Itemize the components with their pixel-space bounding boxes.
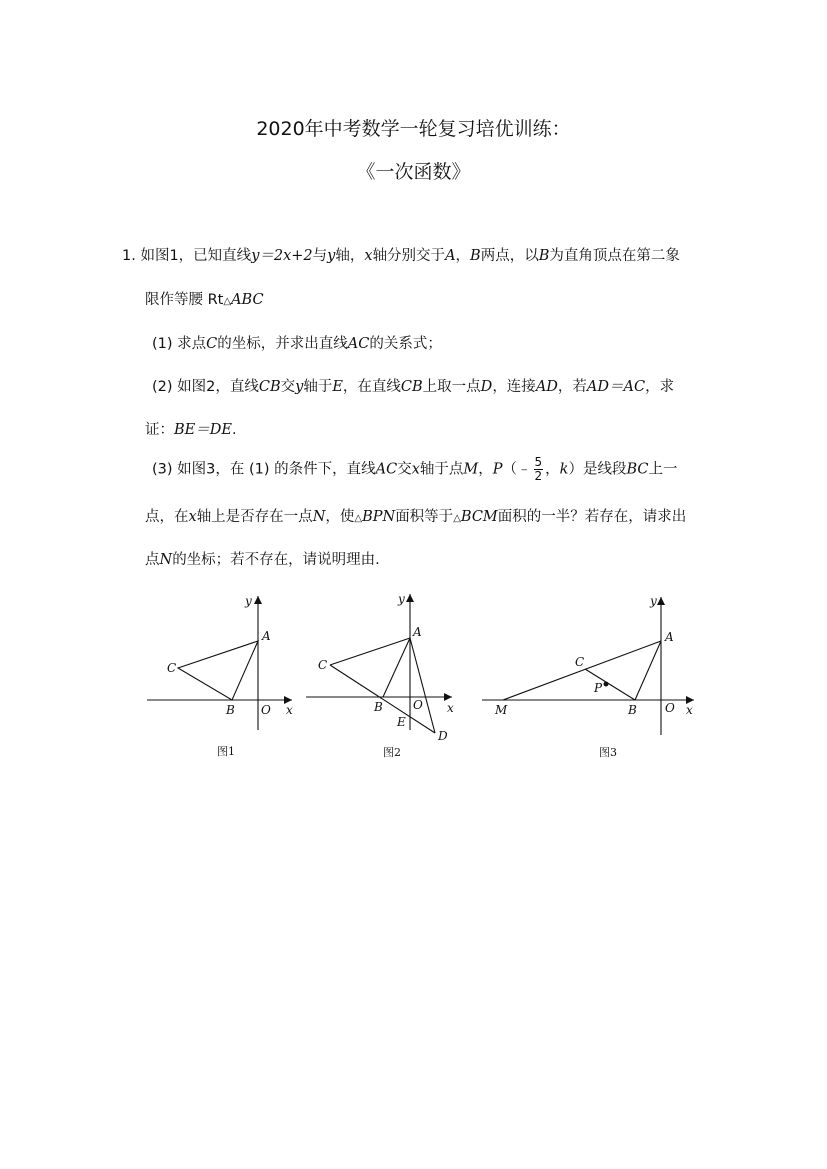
var: ABC — [231, 292, 264, 308]
var: N — [159, 552, 173, 568]
label-b: B — [628, 703, 637, 717]
text: 的坐标，并求出直线 — [217, 336, 348, 352]
figure-1-caption: 图1 — [217, 745, 235, 758]
label-a: A — [665, 630, 674, 644]
var: x — [364, 248, 373, 264]
label-b: B — [226, 703, 235, 717]
text: ，求 — [645, 379, 675, 395]
figure-2-caption: 图2 — [383, 746, 401, 759]
text: 轴于 — [303, 379, 333, 395]
text: 为直角顶点在第二象 — [549, 248, 680, 264]
text: 轴上是否存在一点 — [196, 509, 313, 525]
text: 的关系式； — [369, 336, 442, 352]
label-e: E — [397, 715, 406, 729]
text: （ — [502, 461, 518, 478]
var: N — [312, 509, 326, 525]
var: P — [492, 461, 503, 478]
segment-cb — [585, 669, 635, 700]
line-equation: y＝2x+2 — [251, 248, 313, 264]
triangle-symbol: △ — [453, 513, 461, 524]
text: ， — [478, 461, 493, 478]
label-d: D — [438, 729, 448, 743]
text: ，使 — [325, 509, 355, 525]
text: 面积等于 — [395, 509, 454, 525]
text: (2) 如图2，直线 — [152, 379, 259, 395]
text: 轴分别交于 — [372, 248, 446, 264]
text: 轴于点 — [419, 461, 464, 478]
label-c: C — [318, 658, 328, 672]
label-m: M — [495, 703, 508, 717]
text: (3) 如图3，在 (1) 的条件下，直线 — [152, 461, 376, 478]
label-o: O — [261, 703, 271, 717]
triangle-symbol: △ — [223, 296, 232, 307]
label-b: B — [374, 700, 383, 714]
text: . — [231, 422, 237, 438]
text: ，连接 — [492, 379, 536, 395]
var: y — [327, 248, 336, 264]
label-y: y — [398, 592, 405, 606]
label-o: O — [665, 701, 675, 715]
label-o: O — [413, 698, 423, 712]
text: 证： — [145, 422, 174, 438]
text: 交 — [280, 379, 296, 395]
label-a: A — [262, 629, 271, 643]
document-subtitle: 《一次函数》 — [356, 161, 471, 183]
label-x: x — [686, 703, 693, 717]
label-x: x — [447, 701, 454, 715]
var: A — [445, 248, 456, 264]
var: AD — [535, 379, 558, 395]
text: 轴， — [335, 248, 365, 264]
point-p — [604, 682, 609, 687]
text: 点，在 — [145, 509, 189, 525]
var: BC — [626, 461, 649, 478]
text: 点 — [145, 552, 160, 568]
text: (1) 求点 — [152, 336, 207, 352]
y-axis-arrow-icon — [657, 597, 665, 605]
var: AC — [347, 336, 370, 352]
triangle-symbol: △ — [354, 513, 363, 524]
var: BE＝DE — [174, 422, 232, 438]
text: 上一 — [648, 461, 678, 478]
var: D — [480, 379, 493, 395]
figure-3-caption: 图3 — [599, 746, 617, 759]
text: ，在直线 — [342, 379, 401, 395]
var: B — [470, 248, 481, 264]
segment-ab — [635, 641, 661, 700]
var: AD＝AC — [586, 379, 646, 395]
text: 与 — [312, 248, 328, 264]
figure-3-axes — [482, 597, 694, 735]
label-a: A — [413, 625, 422, 639]
var: AC — [375, 461, 398, 478]
label-x: x — [286, 703, 293, 717]
var: C — [206, 336, 218, 352]
label-y: y — [650, 594, 657, 608]
label-p: P — [594, 681, 603, 695]
var: CB — [258, 379, 281, 395]
text: 上取一点 — [422, 379, 481, 395]
text: 如图1，已知直线 — [140, 248, 252, 264]
text: ﹣ — [517, 461, 532, 478]
var: k — [559, 461, 569, 478]
label-c: C — [575, 655, 585, 669]
var: CB — [400, 379, 423, 395]
var: y — [295, 379, 304, 395]
text: ， — [545, 461, 560, 478]
text: 的坐标；若不存在，请说明理由. — [172, 552, 380, 568]
var: BPN — [362, 509, 396, 525]
text: 限作等腰 Rt — [145, 292, 224, 308]
label-y: y — [245, 594, 252, 608]
var: E — [332, 379, 343, 395]
figure-3-lines — [503, 641, 661, 700]
text: ，若 — [557, 379, 587, 395]
line-ma — [503, 641, 661, 700]
text: 交 — [397, 461, 412, 478]
fraction-denominator: 2 — [534, 469, 543, 483]
var: x — [411, 461, 420, 478]
label-c: C — [167, 661, 177, 675]
var: x — [188, 509, 197, 525]
text: 面积的一半？若存在，请求出 — [497, 509, 687, 525]
text: 两点，以 — [480, 248, 539, 264]
text: ）是线段 — [568, 461, 627, 478]
text: ， — [455, 248, 471, 264]
document-title: 2020年中考数学一轮复习培优训练： — [256, 118, 571, 140]
var: B — [538, 248, 550, 264]
problem-number: 1. — [122, 248, 136, 264]
var: BCM — [460, 509, 498, 525]
fraction-numerator: 5 — [534, 455, 543, 469]
var: M — [463, 461, 479, 478]
